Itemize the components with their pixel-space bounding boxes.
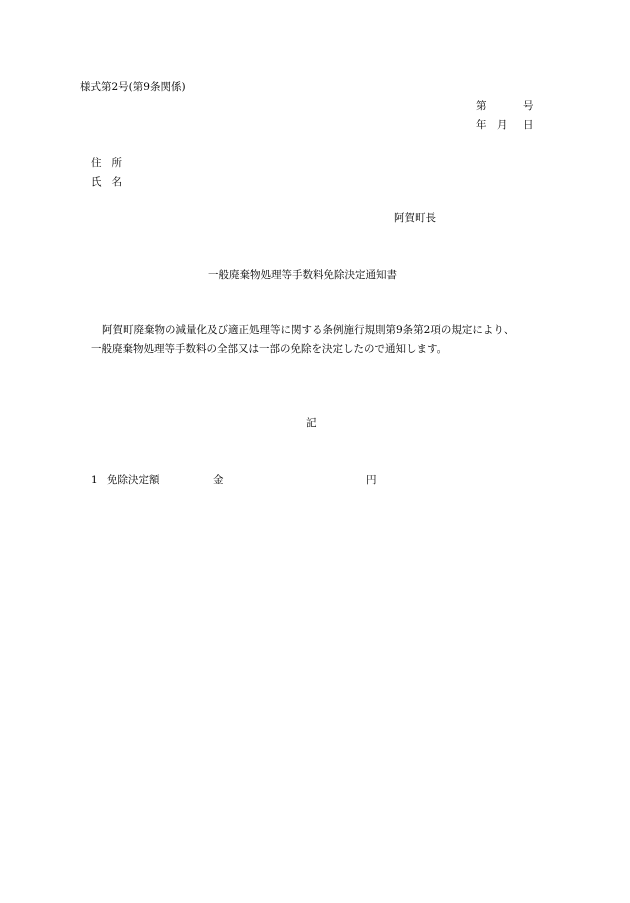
name-label: 氏名 — [91, 176, 132, 188]
body-text-line-1: 阿賀町廃棄物の減量化及び適正処理等に関する条例施行規則第9条第2項の規定により、 — [102, 324, 515, 336]
date-month-label: 月 — [497, 119, 508, 131]
item-label: 免除決定額 — [107, 474, 160, 486]
date-day-label: 日 — [523, 119, 534, 131]
ki-heading: 記 — [306, 417, 317, 429]
document-title: 一般廃棄物処理等手数料免除決定通知書 — [208, 269, 397, 281]
amount-unit: 円 — [366, 474, 377, 486]
address-label: 住所 — [91, 157, 132, 169]
issuer-title: 阿賀町長 — [394, 212, 436, 224]
date-year-label: 年 — [476, 119, 487, 131]
body-text-line-2: 一般廃棄物処理等手数料の全部又は一部の免除を決定したので通知します。 — [91, 343, 448, 355]
document-number-prefix: 第 — [476, 100, 487, 112]
amount-prefix: 金 — [213, 474, 224, 486]
document-number-suffix: 号 — [523, 100, 534, 112]
form-number-label: 様式第2号(第9条関係) — [80, 81, 186, 93]
item-number: 1 — [91, 474, 98, 486]
